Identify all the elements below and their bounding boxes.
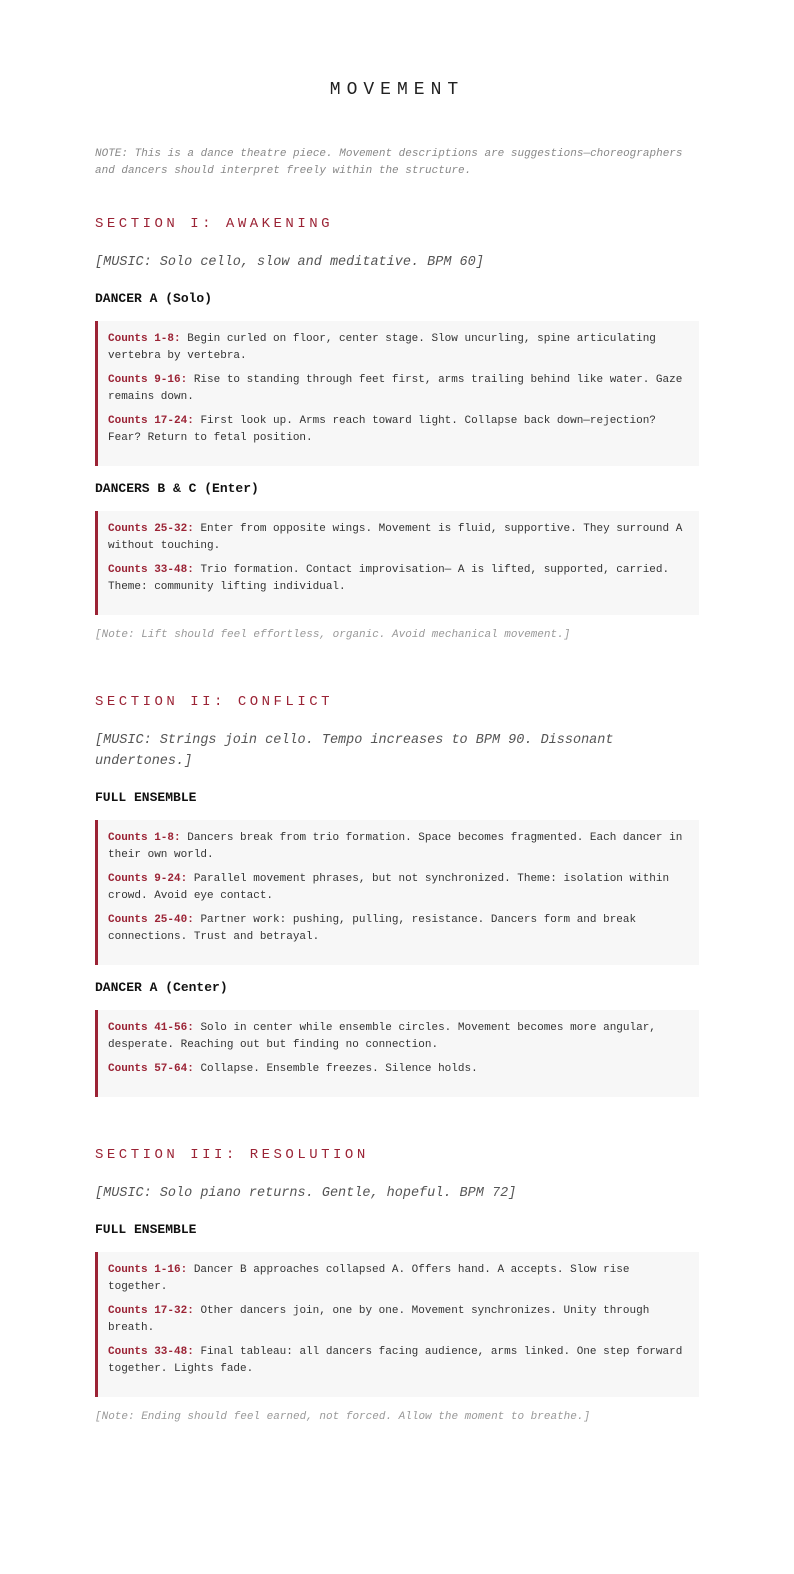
- counts-block: [95, 321, 699, 466]
- count-text: Trio formation. Contact improvisation— A is lifted, supported, carried. Theme: community lifting individual.: [108, 564, 670, 593]
- count-entry: [108, 871, 687, 905]
- music-cue: [MUSIC: Strings join cello. Tempo increases to BPM 90. Dissonant undertones.]: [95, 733, 614, 769]
- count-label: Counts 17-24:: [108, 415, 194, 427]
- count-entry: [108, 1303, 687, 1337]
- count-label: Counts 33-48:: [108, 1346, 194, 1358]
- count-label: Counts 1-8:: [108, 333, 181, 345]
- section-awakening: [95, 214, 699, 644]
- count-entry: [108, 1020, 687, 1054]
- count-entry: [108, 912, 687, 946]
- counts-block: [95, 1252, 699, 1397]
- count-label: Counts 1-8:: [108, 832, 181, 844]
- count-text: Dancer B approaches collapsed A. Offers hand. A accepts. Slow rise together.: [108, 1264, 630, 1293]
- count-entry: [108, 413, 687, 447]
- count-label: Counts 25-40:: [108, 914, 194, 926]
- section-conflict: [95, 692, 699, 1097]
- count-label: Counts 57-64:: [108, 1063, 194, 1075]
- music-cue: [MUSIC: Solo cello, slow and meditative. BPM 60]: [95, 255, 484, 270]
- section-heading: SECTION III: RESOLUTION: [95, 1147, 369, 1163]
- count-label: Counts 41-56:: [108, 1022, 194, 1034]
- section-resolution: [95, 1145, 699, 1426]
- performer-heading: FULL ENSEMBLE: [95, 1222, 197, 1237]
- count-text: Collapse. Ensemble freezes. Silence holds.: [200, 1063, 478, 1075]
- count-entry: [108, 1344, 687, 1378]
- count-text: Final tableau: all dancers facing audience, arms linked. One step forward together. Lights fade.: [108, 1346, 683, 1375]
- choreography-note: [Note: Ending should feel earned, not forced. Allow the moment to breathe.]: [95, 1411, 591, 1423]
- counts-block: [95, 820, 699, 965]
- counts-block: [95, 511, 699, 615]
- count-label: Counts 25-32:: [108, 523, 194, 535]
- section-heading: SECTION II: CONFLICT: [95, 694, 334, 710]
- count-entry: [108, 1262, 687, 1296]
- choreography-note: [Note: Lift should feel effortless, organic. Avoid mechanical movement.]: [95, 629, 571, 641]
- count-label: Counts 9-16:: [108, 374, 188, 386]
- count-label: Counts 33-48:: [108, 564, 194, 576]
- count-label: Counts 17-32:: [108, 1305, 194, 1317]
- count-entry: [108, 830, 687, 864]
- count-text: Parallel movement phrases, but not synchronized. Theme: isolation within crowd. Avoid eye contact.: [108, 873, 670, 902]
- performer-heading: DANCERS B & C (Enter): [95, 481, 259, 496]
- count-text: Dancers break from trio formation. Space becomes fragmented. Each dancer in their own world.: [108, 832, 683, 861]
- intro-note: NOTE: This is a dance theatre piece. Movement descriptions are suggestions—choreographers and dancers should interpret freely within the structure.: [95, 148, 683, 177]
- count-text: Enter from opposite wings. Movement is fluid, supportive. They surround A without touching.: [108, 523, 683, 552]
- section-heading: SECTION I: AWAKENING: [95, 216, 334, 232]
- count-text: Solo in center while ensemble circles. Movement becomes more angular, desperate. Reaching out but finding no connection.: [108, 1022, 656, 1051]
- document-title: MOVEMENT: [329, 80, 465, 100]
- performer-heading: DANCER A (Center): [95, 980, 228, 995]
- count-entry: [108, 1061, 687, 1078]
- count-text: Begin curled on floor, center stage. Slow uncurling, spine articulating vertebra by vertebra.: [108, 333, 656, 362]
- count-text: Partner work: pushing, pulling, resistance. Dancers form and break connections. Trust and betrayal.: [108, 914, 637, 943]
- performer-heading: FULL ENSEMBLE: [95, 790, 197, 805]
- count-entry: [108, 372, 687, 406]
- count-label: Counts 9-24:: [108, 873, 188, 885]
- count-entry: [108, 521, 687, 555]
- count-text: Other dancers join, one by one. Movement synchronizes. Unity through breath.: [108, 1305, 650, 1334]
- count-text: First look up. Arms reach toward light. Collapse back down—rejection? Fear? Return to fetal position.: [108, 415, 656, 444]
- document-page: [95, 0, 699, 1574]
- performer-heading: DANCER A (Solo): [95, 291, 213, 306]
- count-entry: [108, 331, 687, 365]
- counts-block: [95, 1010, 699, 1097]
- music-cue: [MUSIC: Solo piano returns. Gentle, hopeful. BPM 72]: [95, 1186, 517, 1201]
- count-text: Rise to standing through feet first, arms trailing behind like water. Gaze remains down.: [108, 374, 683, 403]
- count-entry: [108, 562, 687, 596]
- count-label: Counts 1-16:: [108, 1264, 188, 1276]
